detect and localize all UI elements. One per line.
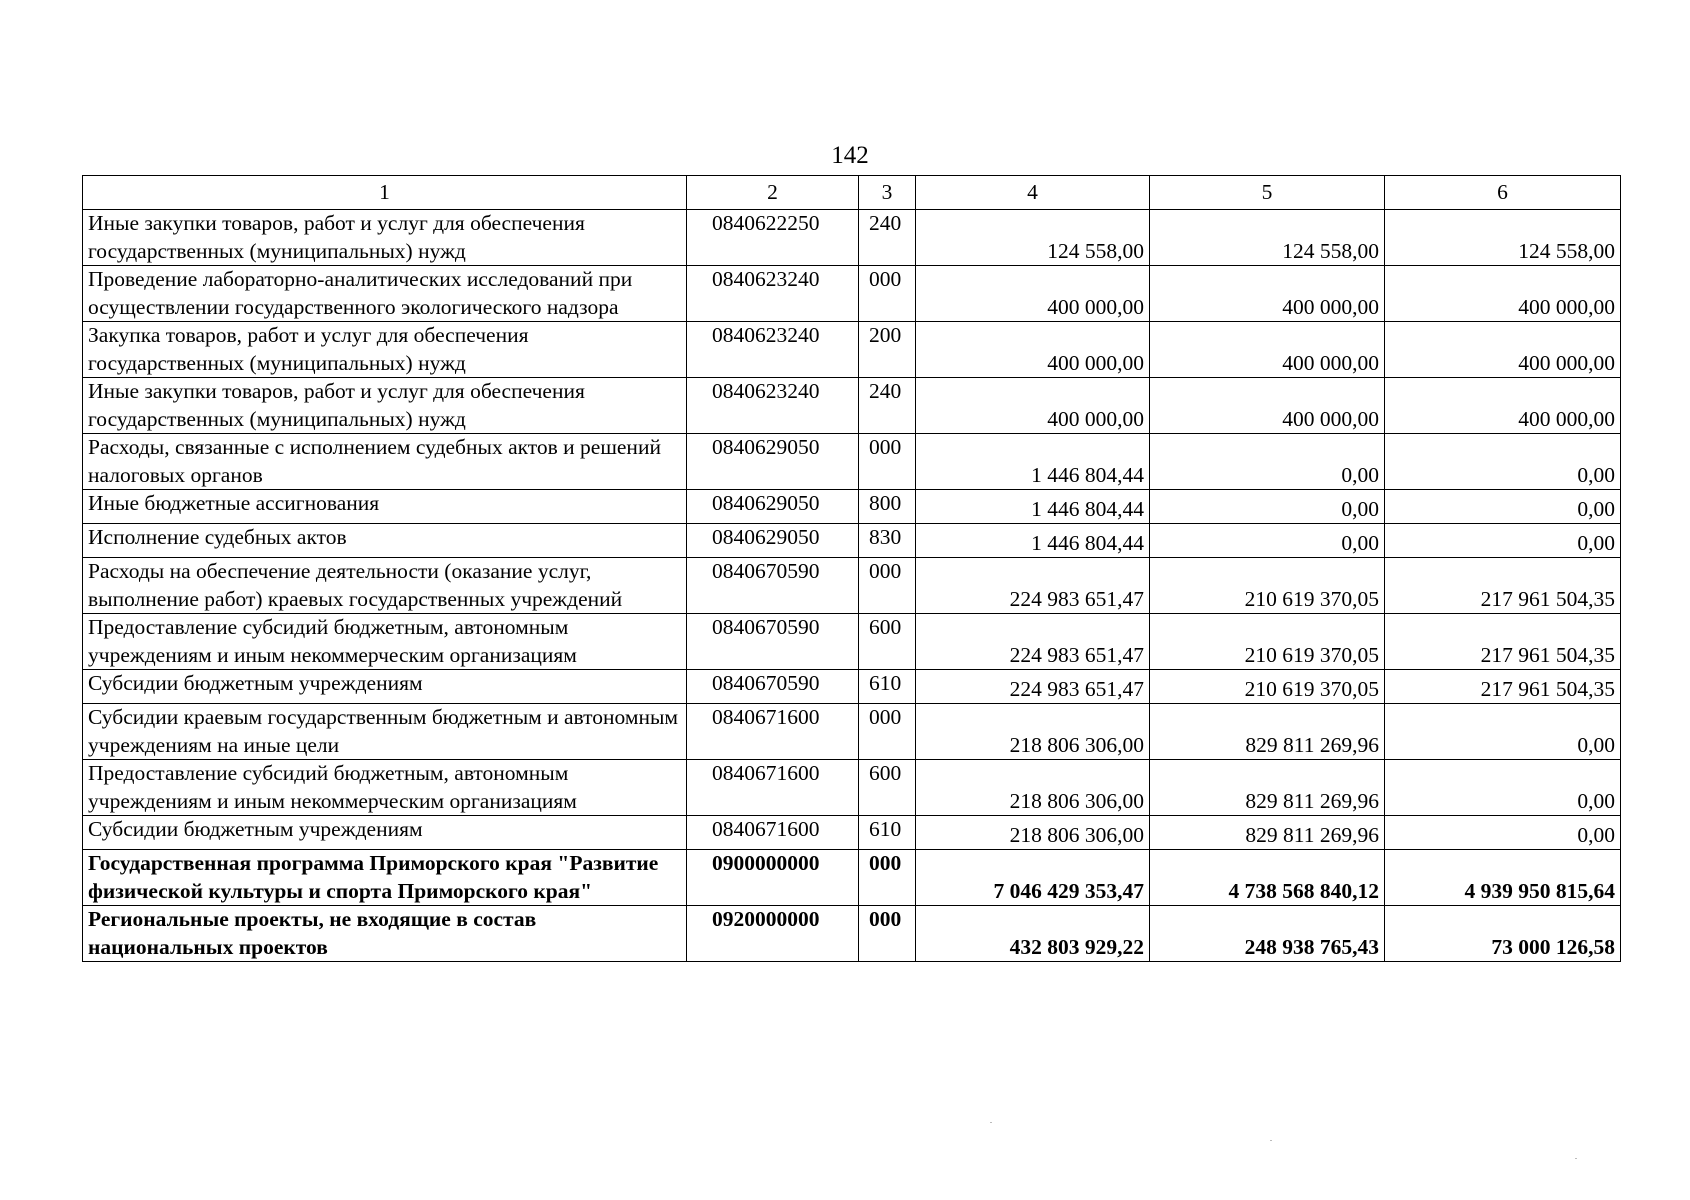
row-value-6: 0,00 bbox=[1385, 490, 1621, 524]
row-code: 0840671600 bbox=[687, 760, 859, 816]
row-value-5: 400 000,00 bbox=[1150, 322, 1385, 378]
row-type: 000 bbox=[859, 266, 916, 322]
row-code: 0840623240 bbox=[687, 322, 859, 378]
row-value-4: 1 446 804,44 bbox=[916, 490, 1150, 524]
row-value-6: 124 558,00 bbox=[1385, 210, 1621, 266]
row-type: 240 bbox=[859, 210, 916, 266]
row-value-4: 224 983 651,47 bbox=[916, 558, 1150, 614]
row-code: 0840629050 bbox=[687, 490, 859, 524]
row-name: Субсидии краевым государственным бюджетным и автономным учреждениям на иные цели bbox=[83, 704, 687, 760]
row-code: 0840623240 bbox=[687, 266, 859, 322]
column-header: 2 bbox=[687, 176, 859, 210]
row-name: Расходы на обеспечение деятельности (оказание услуг, выполнение работ) краевых государственных учреждений bbox=[83, 558, 687, 614]
row-code: 0840670590 bbox=[687, 558, 859, 614]
row-name: Иные закупки товаров, работ и услуг для обеспечения государственных (муниципальных) нужд bbox=[83, 210, 687, 266]
row-name: Закупка товаров, работ и услуг для обеспечения государственных (муниципальных) нужд bbox=[83, 322, 687, 378]
row-code: 0840671600 bbox=[687, 704, 859, 760]
row-value-5: 124 558,00 bbox=[1150, 210, 1385, 266]
row-type: 800 bbox=[859, 490, 916, 524]
row-value-4: 218 806 306,00 bbox=[916, 816, 1150, 850]
row-value-6: 0,00 bbox=[1385, 434, 1621, 490]
row-name: Иные бюджетные ассигнования bbox=[83, 490, 687, 524]
row-name: Исполнение судебных актов bbox=[83, 524, 687, 558]
table-row bbox=[83, 670, 1621, 704]
row-value-6: 0,00 bbox=[1385, 704, 1621, 760]
row-type: 000 bbox=[859, 434, 916, 490]
row-value-4: 224 983 651,47 bbox=[916, 614, 1150, 670]
row-value-5: 4 738 568 840,12 bbox=[1150, 850, 1385, 906]
row-code: 0900000000 bbox=[687, 850, 859, 906]
table-row bbox=[83, 490, 1621, 524]
row-value-4: 124 558,00 bbox=[916, 210, 1150, 266]
row-value-5: 0,00 bbox=[1150, 434, 1385, 490]
row-value-6: 400 000,00 bbox=[1385, 378, 1621, 434]
row-value-6: 217 961 504,35 bbox=[1385, 558, 1621, 614]
row-name: Предоставление субсидий бюджетным, автономным учреждениям и иным некоммерческим организациям bbox=[83, 614, 687, 670]
row-name: Субсидии бюджетным учреждениям bbox=[83, 816, 687, 850]
row-value-4: 400 000,00 bbox=[916, 266, 1150, 322]
row-value-5: 829 811 269,96 bbox=[1150, 760, 1385, 816]
row-value-6: 73 000 126,58 bbox=[1385, 906, 1621, 962]
row-code: 0840670590 bbox=[687, 614, 859, 670]
row-type: 000 bbox=[859, 850, 916, 906]
table-row bbox=[83, 816, 1621, 850]
row-value-4: 224 983 651,47 bbox=[916, 670, 1150, 704]
row-code: 0840670590 bbox=[687, 670, 859, 704]
column-header: 4 bbox=[916, 176, 1150, 210]
row-type: 600 bbox=[859, 760, 916, 816]
page-number: 142 bbox=[831, 142, 869, 169]
row-name: Государственная программа Приморского края "Развитие физической культуры и спорта Приморского края" bbox=[83, 850, 687, 906]
row-type: 000 bbox=[859, 906, 916, 962]
table-row bbox=[83, 614, 1621, 670]
table-row bbox=[83, 210, 1621, 266]
table-row bbox=[83, 378, 1621, 434]
row-value-6: 217 961 504,35 bbox=[1385, 614, 1621, 670]
column-header: 3 bbox=[859, 176, 916, 210]
row-name: Субсидии бюджетным учреждениям bbox=[83, 670, 687, 704]
row-type: 830 bbox=[859, 524, 916, 558]
table-row-program bbox=[83, 850, 1621, 906]
row-value-5: 829 811 269,96 bbox=[1150, 816, 1385, 850]
scan-speck bbox=[990, 1122, 992, 1123]
row-value-4: 218 806 306,00 bbox=[916, 704, 1150, 760]
row-value-6: 0,00 bbox=[1385, 816, 1621, 850]
row-code: 0840623240 bbox=[687, 378, 859, 434]
row-code: 0840629050 bbox=[687, 524, 859, 558]
column-header: 5 bbox=[1150, 176, 1385, 210]
row-value-5: 400 000,00 bbox=[1150, 266, 1385, 322]
table-row bbox=[83, 760, 1621, 816]
row-value-5: 0,00 bbox=[1150, 524, 1385, 558]
row-type: 240 bbox=[859, 378, 916, 434]
table-row bbox=[83, 524, 1621, 558]
row-type: 000 bbox=[859, 558, 916, 614]
row-name: Региональные проекты, не входящие в состав национальных проектов bbox=[83, 906, 687, 962]
row-value-6: 400 000,00 bbox=[1385, 266, 1621, 322]
row-value-5: 248 938 765,43 bbox=[1150, 906, 1385, 962]
scan-speck bbox=[1270, 1140, 1272, 1141]
row-value-5: 829 811 269,96 bbox=[1150, 704, 1385, 760]
row-value-5: 0,00 bbox=[1150, 490, 1385, 524]
row-code: 0840671600 bbox=[687, 816, 859, 850]
row-name: Иные закупки товаров, работ и услуг для обеспечения государственных (муниципальных) нужд bbox=[83, 378, 687, 434]
table-row bbox=[83, 266, 1621, 322]
row-value-4: 1 446 804,44 bbox=[916, 434, 1150, 490]
row-value-4: 1 446 804,44 bbox=[916, 524, 1150, 558]
row-value-6: 400 000,00 bbox=[1385, 322, 1621, 378]
row-type: 200 bbox=[859, 322, 916, 378]
column-header: 6 bbox=[1385, 176, 1621, 210]
row-type: 000 bbox=[859, 704, 916, 760]
row-value-5: 210 619 370,05 bbox=[1150, 614, 1385, 670]
row-code: 0840629050 bbox=[687, 434, 859, 490]
table-row bbox=[83, 558, 1621, 614]
row-value-4: 218 806 306,00 bbox=[916, 760, 1150, 816]
row-type: 610 bbox=[859, 816, 916, 850]
table-row-program bbox=[83, 906, 1621, 962]
table-row bbox=[83, 322, 1621, 378]
row-name: Расходы, связанные с исполнением судебных актов и решений налоговых органов bbox=[83, 434, 687, 490]
column-header: 1 bbox=[83, 176, 687, 210]
budget-table bbox=[82, 175, 1621, 962]
scan-speck bbox=[1575, 1158, 1577, 1159]
row-value-4: 432 803 929,22 bbox=[916, 906, 1150, 962]
row-value-6: 0,00 bbox=[1385, 760, 1621, 816]
row-value-4: 7 046 429 353,47 bbox=[916, 850, 1150, 906]
row-type: 610 bbox=[859, 670, 916, 704]
row-value-6: 217 961 504,35 bbox=[1385, 670, 1621, 704]
row-name: Проведение лабораторно-аналитических исследований при осуществлении государственного экологического надзора bbox=[83, 266, 687, 322]
row-value-6: 0,00 bbox=[1385, 524, 1621, 558]
row-value-6: 4 939 950 815,64 bbox=[1385, 850, 1621, 906]
row-value-4: 400 000,00 bbox=[916, 322, 1150, 378]
row-value-5: 210 619 370,05 bbox=[1150, 670, 1385, 704]
row-type: 600 bbox=[859, 614, 916, 670]
row-name: Предоставление субсидий бюджетным, автономным учреждениям и иным некоммерческим организациям bbox=[83, 760, 687, 816]
table-header-row bbox=[83, 176, 1621, 210]
table-row bbox=[83, 704, 1621, 760]
row-value-5: 210 619 370,05 bbox=[1150, 558, 1385, 614]
table-row bbox=[83, 434, 1621, 490]
row-value-4: 400 000,00 bbox=[916, 378, 1150, 434]
row-code: 0840622250 bbox=[687, 210, 859, 266]
row-value-5: 400 000,00 bbox=[1150, 378, 1385, 434]
row-code: 0920000000 bbox=[687, 906, 859, 962]
